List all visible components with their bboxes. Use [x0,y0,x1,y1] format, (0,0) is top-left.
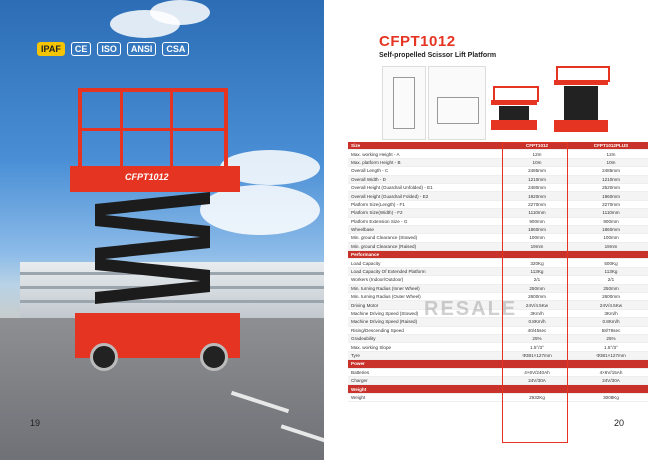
spec-label: Driving Motor [348,301,500,309]
spec-label: Overall Height (Guardrail Folded) - E2 [348,192,500,200]
spec-value: 10m [500,158,574,166]
spec-value: 24V/4.5Kw [574,301,648,309]
spec-label: Machine Driving Speed (Stowed) [348,309,500,317]
spec-value: 100mm [574,234,648,242]
spec-value: 24V/4.5Kw [500,301,574,309]
ce-badge: CE [71,42,92,56]
spec-value: 1210mm [574,175,648,183]
dimension-diagram-front [428,66,486,140]
spec-value: 1.5°/3° [574,343,648,351]
section-header [348,251,648,259]
spec-value: 19mm [574,242,648,250]
left-page-photo [0,0,324,460]
spec-value: 1110mm [574,209,648,217]
spec-label: Tyre [348,351,500,359]
table-row [348,175,648,183]
spec-value: 2485mm [574,167,648,175]
spec-value: 1920mm [500,192,574,200]
spec-value: 58/78sec [574,326,648,334]
spec-value: 12m [574,150,648,158]
spec-value: 4×6V/240Ah [500,368,574,376]
spec-value: 25% [574,334,648,342]
spec-value: 2/1 [574,276,648,284]
spec-value: 10m [574,158,648,166]
spec-label: Overall Width - D [348,175,500,183]
cloud [150,0,210,25]
spec-value: 2600mm [574,293,648,301]
spec-value: 1860mm [574,225,648,233]
spec-label: Max. working Slope [348,343,500,351]
dimension-diagram-side [382,66,426,140]
spec-value: 900mm [500,217,574,225]
machine-photo-plus [552,66,612,138]
csa-badge: CSA [162,42,189,56]
spec-value: 0.8Km/h [500,318,574,326]
table-row [348,334,648,342]
spec-value: 900mm [574,217,648,225]
spec-value: 500Kg [574,259,648,267]
table-row [348,259,648,267]
iso-badge: ISO [97,42,121,56]
spec-value: 2480mm [500,183,574,191]
table-row [348,284,648,292]
table-header-row [348,142,648,150]
right-page-specs [324,0,651,460]
spec-label: Platform Extension Size - G [348,217,500,225]
spec-label: Load Capacity Of Extended Platform [348,267,500,275]
spec-value: 2270mm [574,200,648,208]
spec-label: Min. turning Radius (Outer Wheel) [348,293,500,301]
spec-label: Workers (Indoor/Outdoor) [348,276,500,284]
table-row [348,183,648,191]
column-header: CFPT1012PLUS [574,142,648,150]
table-row [348,167,648,175]
spec-value: 1.5°/3° [500,343,574,351]
spec-value: Φ381×127mm [574,351,648,359]
section-label: Power [348,360,500,368]
table-row [348,150,648,158]
table-row [348,234,648,242]
spec-label: Min. turning Radius (Inner Wheel) [348,284,500,292]
table-row [348,200,648,208]
spec-label: Overall Height (Guardrail Unfolded) - E1 [348,183,500,191]
spec-label: Platform Size(Length) - F1 [348,200,500,208]
spec-value: 2270mm [500,200,574,208]
spec-value: 113Kg [500,267,574,275]
spec-value: 113Kg [574,267,648,275]
machine-photo-small [489,66,539,138]
spec-value: 1210mm [500,175,574,183]
page-number-right: 20 [614,418,625,428]
table-row [348,267,648,275]
spec-label: Gradeability [348,334,500,342]
spec-label: Weight [348,393,500,401]
table-row [348,351,648,359]
column-header: Size [348,142,500,150]
spec-label: Machine Driving Speed (Raised) [348,318,500,326]
watermark-text: RESALE [424,298,518,320]
spec-value: 24V/30A [500,376,574,384]
spec-label: Platform Size(Width) - F2 [348,209,500,217]
scissor-lift-image [70,88,240,388]
ipaf-badge: IPAF [37,42,65,56]
spec-value: 24V/30A [574,376,648,384]
machine-label: CFPT1012 [125,172,169,182]
section-header [348,385,648,393]
spec-label: Max. platform Height - B [348,158,500,166]
page-number-left: 19 [30,418,41,428]
section-label: Performance [348,251,500,259]
table-row [348,276,648,284]
spec-label: Charger [348,376,500,384]
spec-value: 2/1 [500,276,574,284]
table-row [348,368,648,376]
spec-value: 3008Kg [574,393,648,401]
spec-value: 12m [500,150,574,158]
spec-label: Min. ground Clearance (Stowed) [348,234,500,242]
table-row [348,393,648,401]
spec-value: Φ381×127mm [500,351,574,359]
spec-value: 19mm [500,242,574,250]
table-row [348,326,648,334]
spec-table [348,142,648,402]
spec-value: 3Km/h [574,309,648,317]
product-subtitle: Self-propelled Scissor Lift Platform [379,52,497,59]
column-header: CFPT1012 [500,142,574,150]
spec-value: 25% [500,334,574,342]
table-row [348,376,648,384]
spec-value: 0.8Km/h [574,318,648,326]
section-label: Weight [348,385,500,393]
table-row [348,209,648,217]
spec-value: 4×6V/15Ah [574,368,648,376]
spec-value: 2520mm [574,183,648,191]
spec-value: 1860mm [500,225,574,233]
spec-value: 1960mm [574,192,648,200]
spec-value: 250mm [574,284,648,292]
table-row [348,192,648,200]
spec-label: Rising/Descending Speed [348,326,500,334]
spec-value: 3Km/h [500,309,574,317]
spec-value: 2600mm [500,293,574,301]
ansi-badge: ANSI [127,42,157,56]
spec-label: Min. ground Clearance (Raised) [348,242,500,250]
spec-label: Batteries [348,368,500,376]
section-header [348,360,648,368]
spec-label: Load Capacity [348,259,500,267]
spec-value: 1110mm [500,209,574,217]
spec-value: 2932Kg [500,393,574,401]
table-row [348,343,648,351]
spec-value: 2485mm [500,167,574,175]
table-row [348,158,648,166]
certification-badges [37,42,189,56]
spec-value: 40/45sec [500,326,574,334]
spec-value: 250mm [500,284,574,292]
spec-value: 100mm [500,234,574,242]
table-row [348,217,648,225]
spec-label: Wheelbase [348,225,500,233]
spec-value: 320Kg [500,259,574,267]
spec-label: Max. working Height - A [348,150,500,158]
model-title: CFPT1012 [379,33,456,50]
table-row [348,242,648,250]
table-row [348,225,648,233]
spec-label: Overall Length - C [348,167,500,175]
